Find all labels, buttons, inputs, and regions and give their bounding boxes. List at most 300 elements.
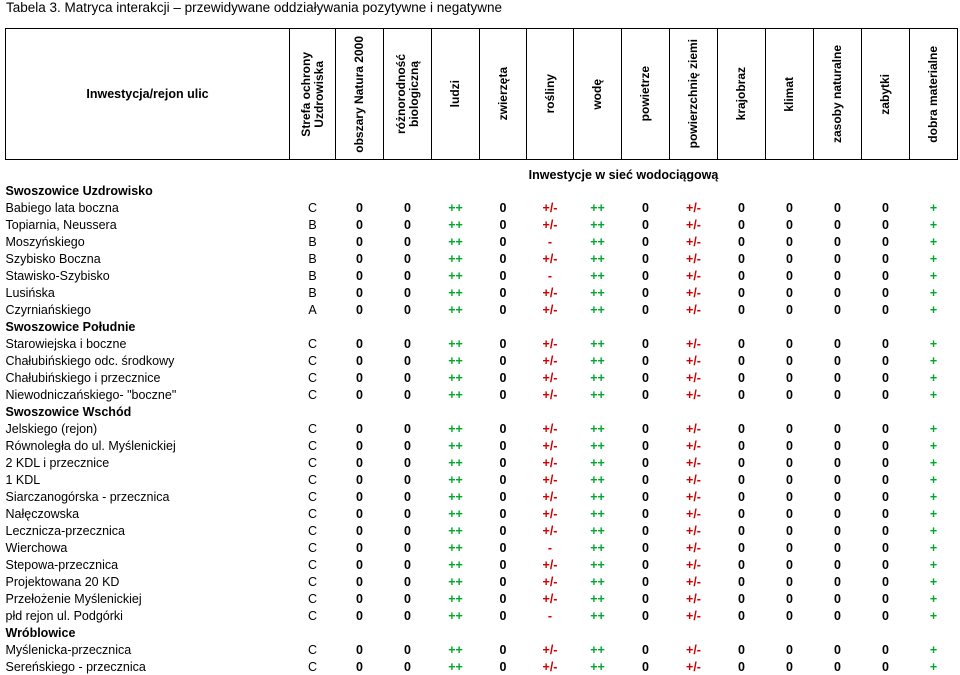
impact-cell: 0 — [499, 234, 507, 249]
impact-cell: 0 — [499, 540, 507, 555]
table-row — [6, 352, 958, 369]
impact-cell: 0 — [499, 472, 507, 487]
impact-cell: ++ — [590, 506, 605, 521]
zone-category-cell: C — [307, 370, 318, 385]
impact-cell: ++ — [448, 217, 463, 232]
zone-category-cell: C — [307, 523, 318, 538]
impact-cell: 0 — [404, 421, 411, 436]
impact-cell: +/- — [542, 251, 558, 266]
impact-cell: 0 — [738, 336, 745, 351]
impact-cell: +/- — [542, 353, 558, 368]
row-name: Niewodniczańskiego- "boczne" — [5, 387, 177, 402]
impact-cell: 0 — [642, 540, 649, 555]
impact-cell: 0 — [786, 540, 793, 555]
header-column-label: klimat — [782, 76, 796, 112]
impact-cell: 0 — [882, 370, 889, 385]
table-row — [6, 641, 958, 658]
impact-cell: +/- — [542, 642, 558, 657]
table-row — [6, 505, 958, 522]
impact-cell: 0 — [356, 217, 363, 232]
impact-cell: 0 — [882, 251, 889, 266]
impact-cell: +/- — [542, 557, 558, 572]
table-row — [6, 607, 958, 624]
zone-category-cell: C — [307, 591, 318, 606]
impact-cell: 0 — [834, 489, 841, 504]
header-column — [432, 29, 480, 160]
impact-cell: +/- — [686, 608, 701, 623]
impact-cell: ++ — [590, 421, 605, 436]
impact-cell: 0 — [404, 268, 411, 283]
impact-cell: 0 — [642, 336, 649, 351]
impact-cell: +/- — [686, 200, 701, 215]
impact-cell: 0 — [786, 557, 793, 572]
impact-cell: +/- — [686, 438, 701, 453]
impact-cell: ++ — [590, 268, 605, 283]
impact-cell: + — [929, 200, 938, 215]
impact-cell: ++ — [590, 336, 605, 351]
impact-cell: 0 — [882, 285, 889, 300]
header-column — [336, 29, 384, 160]
table-row — [6, 658, 958, 675]
impact-cell: 0 — [642, 387, 649, 402]
header-investment-region: Inwestycja/rejon ulic — [6, 29, 290, 160]
zone-category-cell: C — [307, 574, 318, 589]
table-row — [6, 216, 958, 233]
impact-cell: 0 — [642, 506, 649, 521]
impact-cell: ++ — [448, 370, 463, 385]
header-column — [480, 29, 527, 160]
impact-cell: +/- — [686, 285, 701, 300]
impact-cell: 0 — [834, 557, 841, 572]
impact-cell: ++ — [448, 387, 463, 402]
impact-cell: + — [929, 336, 938, 351]
impact-cell: 0 — [356, 387, 363, 402]
impact-cell: + — [929, 251, 938, 266]
impact-cell: 0 — [786, 285, 793, 300]
impact-cell: 0 — [404, 217, 411, 232]
impact-cell: ++ — [448, 268, 463, 283]
zone-category-cell: C — [307, 608, 318, 623]
impact-cell: 0 — [786, 523, 793, 538]
impact-cell: 0 — [834, 268, 841, 283]
impact-cell: ++ — [590, 251, 605, 266]
zone-category-cell: C — [307, 489, 318, 504]
impact-cell: ++ — [448, 659, 463, 674]
impact-cell: 0 — [786, 489, 793, 504]
impact-cell: ++ — [448, 421, 463, 436]
impact-cell: 0 — [834, 251, 841, 266]
impact-cell: 0 — [356, 608, 363, 623]
impact-cell: 0 — [404, 642, 411, 657]
impact-cell: 0 — [834, 387, 841, 402]
impact-cell: +/- — [686, 455, 701, 470]
impact-cell: - — [547, 234, 553, 249]
impact-cell: 0 — [882, 642, 889, 657]
impact-cell: 0 — [499, 455, 507, 470]
impact-cell: ++ — [590, 217, 605, 232]
impact-cell: 0 — [834, 421, 841, 436]
header-column-label: rośliny — [542, 74, 557, 114]
impact-cell: + — [929, 421, 938, 436]
impact-cell: 0 — [834, 438, 841, 453]
header-column-label: powierzchnię ziemi — [686, 39, 700, 149]
impact-cell: 0 — [738, 557, 745, 572]
impact-cell: 0 — [404, 353, 411, 368]
impact-cell: + — [929, 472, 938, 487]
impact-cell: 0 — [834, 336, 841, 351]
impact-cell: +/- — [686, 557, 701, 572]
header-column-label: zwierzęta — [495, 67, 510, 121]
impact-cell: 0 — [786, 200, 793, 215]
zone-category-cell: B — [308, 251, 317, 266]
impact-cell: 0 — [738, 234, 745, 249]
header-column — [862, 29, 910, 160]
impact-cell: +/- — [542, 574, 558, 589]
impact-cell: 0 — [834, 659, 841, 674]
impact-cell: 0 — [404, 455, 411, 470]
subheader-row — [6, 160, 958, 183]
impact-cell: +/- — [686, 591, 701, 606]
impact-cell: 0 — [499, 251, 507, 266]
table-row — [6, 539, 958, 556]
zone-category-cell: C — [307, 353, 318, 368]
impact-cell: 0 — [642, 472, 649, 487]
table-row — [6, 488, 958, 505]
impact-cell: 0 — [356, 489, 363, 504]
impact-cell: +/- — [686, 659, 701, 674]
impact-cell: 0 — [499, 217, 507, 232]
row-name: Siarczanogórska - przecznica — [5, 489, 170, 504]
impact-cell: 0 — [882, 336, 889, 351]
impact-cell: 0 — [834, 642, 841, 657]
row-name: Myślenicka-przecznica — [5, 642, 132, 657]
impact-cell: +/- — [686, 642, 701, 657]
impact-cell: 0 — [404, 489, 411, 504]
impact-cell: 0 — [882, 421, 889, 436]
table-row — [6, 369, 958, 386]
impact-cell: 0 — [834, 302, 841, 317]
impact-cell: 0 — [882, 523, 889, 538]
impact-cell: 0 — [404, 336, 411, 351]
impact-cell: 0 — [738, 251, 745, 266]
impact-cell: 0 — [404, 200, 411, 215]
header-column — [718, 29, 766, 160]
impact-cell: 0 — [499, 489, 507, 504]
impact-cell: 0 — [356, 302, 363, 317]
impact-cell: 0 — [882, 540, 889, 555]
impact-cell: 0 — [404, 251, 411, 266]
header-column-label: dobra materialne — [926, 45, 940, 143]
impact-cell: ++ — [448, 336, 463, 351]
impact-cell: 0 — [642, 591, 649, 606]
impact-cell: 0 — [738, 200, 745, 215]
impact-cell: 0 — [499, 353, 507, 368]
impact-cell: 0 — [642, 438, 649, 453]
impact-cell: ++ — [590, 387, 605, 402]
impact-cell: 0 — [642, 489, 649, 504]
impact-cell: 0 — [738, 642, 745, 657]
impact-cell: 0 — [882, 268, 889, 283]
row-name: Starowiejska i boczne — [5, 336, 127, 351]
impact-cell: 0 — [834, 455, 841, 470]
impact-cell: ++ — [590, 608, 605, 623]
impact-cell: ++ — [590, 472, 605, 487]
impact-cell: 0 — [786, 472, 793, 487]
impact-cell: 0 — [404, 591, 411, 606]
zone-category-cell: C — [307, 540, 318, 555]
impact-cell: + — [929, 438, 938, 453]
impact-cell: 0 — [738, 455, 745, 470]
impact-cell: + — [929, 489, 938, 504]
impact-cell: 0 — [642, 285, 649, 300]
impact-cell: +/- — [542, 591, 558, 606]
section-title: Wróblowice — [5, 625, 76, 640]
row-name: Lecznicza-przecznica — [5, 523, 125, 538]
impact-cell: +/- — [686, 387, 701, 402]
impact-cell: 0 — [882, 557, 889, 572]
impact-cell: + — [929, 574, 938, 589]
table-row — [6, 335, 958, 352]
impact-cell: 0 — [642, 659, 649, 674]
impact-cell: 0 — [356, 234, 363, 249]
zone-category-cell: B — [308, 285, 317, 300]
impact-cell: 0 — [738, 387, 745, 402]
impact-cell: 0 — [738, 472, 745, 487]
impact-cell: +/- — [542, 489, 558, 504]
impact-cell: +/- — [686, 540, 701, 555]
zone-category-cell: B — [308, 217, 317, 232]
header-column-label: obszary Natura 2000 — [352, 35, 366, 153]
impact-cell: 0 — [356, 285, 363, 300]
row-name: Projektowana 20 KD — [5, 574, 120, 589]
impact-cell: 0 — [738, 285, 745, 300]
impact-cell: ++ — [448, 557, 463, 572]
header-column — [814, 29, 862, 160]
impact-cell: ++ — [448, 251, 463, 266]
table-row — [6, 301, 958, 318]
impact-cell: ++ — [590, 455, 605, 470]
impact-cell: 0 — [786, 268, 793, 283]
header-column-label: różnorodność biologiczną — [393, 54, 421, 134]
section-row — [6, 182, 958, 199]
table-row — [6, 522, 958, 539]
impact-cell: +/- — [686, 506, 701, 521]
impact-cell: 0 — [499, 200, 507, 215]
header-column — [670, 29, 718, 160]
table-row — [6, 454, 958, 471]
impact-cell: 0 — [642, 370, 649, 385]
impact-cell: + — [929, 217, 938, 232]
impact-cell: 0 — [786, 642, 793, 657]
impact-cell: + — [929, 591, 938, 606]
table-row — [6, 556, 958, 573]
impact-cell: 0 — [404, 387, 411, 402]
impact-cell: ++ — [448, 506, 463, 521]
impact-cell: +/- — [686, 523, 701, 538]
impact-cell: 0 — [834, 540, 841, 555]
impact-cell: 0 — [356, 523, 363, 538]
impact-cell: 0 — [356, 251, 363, 266]
row-name: Moszyńskiego — [5, 234, 85, 249]
impact-cell: +/- — [686, 421, 701, 436]
header-row — [6, 29, 958, 160]
impact-cell: 0 — [834, 285, 841, 300]
impact-cell: 0 — [499, 659, 507, 674]
zone-category-cell: B — [308, 268, 317, 283]
impact-cell: 0 — [882, 574, 889, 589]
impact-cell: 0 — [499, 642, 507, 657]
impact-cell: 0 — [499, 557, 507, 572]
impact-cell: ++ — [448, 523, 463, 538]
impact-cell: ++ — [448, 353, 463, 368]
impact-cell: 0 — [786, 608, 793, 623]
impact-cell: +/- — [686, 234, 701, 249]
impact-cell: 0 — [642, 455, 649, 470]
impact-cell: ++ — [448, 302, 463, 317]
impact-cell: + — [929, 455, 938, 470]
table-row — [6, 437, 958, 454]
zone-category-cell: C — [307, 438, 318, 453]
impact-cell: 0 — [738, 268, 745, 283]
impact-cell: 0 — [642, 557, 649, 572]
impact-cell: ++ — [448, 574, 463, 589]
impact-cell: 0 — [404, 557, 411, 572]
row-name: Stepowa-przecznica — [5, 557, 119, 572]
impact-cell: 0 — [834, 523, 841, 538]
row-name: 1 KDL — [5, 472, 41, 487]
header-column-label: wodę — [590, 78, 604, 110]
impact-cell: 0 — [356, 659, 363, 674]
row-name: Lusińska — [5, 285, 55, 300]
impact-cell: 0 — [834, 234, 841, 249]
impact-cell: ++ — [448, 472, 463, 487]
impact-cell: 0 — [786, 438, 793, 453]
impact-cell: ++ — [590, 642, 605, 657]
row-name: płd rejon ul. Podgórki — [5, 608, 123, 623]
impact-cell: 0 — [642, 523, 649, 538]
zone-category-cell: C — [307, 472, 318, 487]
zone-category-cell: B — [308, 234, 317, 249]
impact-cell: 0 — [356, 591, 363, 606]
impact-cell: 0 — [786, 302, 793, 317]
impact-cell: ++ — [590, 659, 605, 674]
impact-cell: - — [547, 608, 553, 623]
row-name: Babiego lata boczna — [5, 200, 119, 215]
impact-cell: +/- — [686, 472, 701, 487]
impact-cell: ++ — [448, 234, 463, 249]
impact-cell: ++ — [590, 370, 605, 385]
impact-cell: 0 — [499, 438, 507, 453]
subheader-water-network: Inwestycje w sieć wodociągową — [528, 168, 719, 182]
impact-cell: 0 — [786, 336, 793, 351]
impact-cell: 0 — [738, 574, 745, 589]
zone-category-cell: C — [307, 506, 318, 521]
row-name: Chałubińskiego odc. środkowy — [5, 353, 175, 368]
impact-cell: 0 — [499, 285, 507, 300]
header-column-label: powietrze — [638, 66, 652, 122]
impact-cell: +/- — [686, 268, 701, 283]
impact-cell: 0 — [404, 523, 411, 538]
impact-cell: 0 — [642, 642, 649, 657]
impact-cell: 0 — [882, 200, 889, 215]
row-name: Stawisko-Szybisko — [5, 268, 110, 283]
impact-cell: ++ — [590, 438, 605, 453]
row-name: Nałęczowska — [5, 506, 80, 521]
row-name: Szybisko Boczna — [5, 251, 101, 266]
impact-cell: 0 — [642, 234, 649, 249]
impact-cell: 0 — [356, 557, 363, 572]
impact-cell: ++ — [448, 438, 463, 453]
impact-cell: +/- — [686, 251, 701, 266]
impact-cell: ++ — [448, 608, 463, 623]
table-row — [6, 420, 958, 437]
impact-cell: 0 — [882, 608, 889, 623]
table-row — [6, 471, 958, 488]
impact-cell: 0 — [786, 234, 793, 249]
impact-cell: +/- — [542, 200, 558, 215]
impact-cell: ++ — [590, 540, 605, 555]
impact-cell: +/- — [686, 353, 701, 368]
interaction-matrix-table — [5, 28, 958, 675]
impact-cell: 0 — [642, 608, 649, 623]
impact-cell: 0 — [738, 438, 745, 453]
impact-cell: +/- — [686, 574, 701, 589]
impact-cell: 0 — [882, 591, 889, 606]
impact-cell: 0 — [786, 574, 793, 589]
impact-cell: ++ — [590, 353, 605, 368]
impact-cell: 0 — [882, 217, 889, 232]
impact-cell: +/- — [542, 421, 558, 436]
header-column-label: zasoby naturalne — [830, 44, 844, 144]
impact-cell: 0 — [404, 370, 411, 385]
impact-cell: 0 — [882, 438, 889, 453]
impact-cell: +/- — [542, 438, 558, 453]
impact-cell: 0 — [738, 608, 745, 623]
impact-cell: ++ — [448, 540, 463, 555]
row-name: Wierchowa — [5, 540, 68, 555]
impact-cell: + — [929, 370, 938, 385]
impact-cell: 0 — [882, 387, 889, 402]
impact-cell: +/- — [542, 455, 558, 470]
impact-cell: +/- — [542, 387, 558, 402]
row-name: Czyrniańskiego — [5, 302, 91, 317]
impact-cell: +/- — [542, 302, 558, 317]
table-row — [6, 590, 958, 607]
impact-cell: 0 — [882, 302, 889, 317]
impact-cell: ++ — [590, 574, 605, 589]
impact-cell: ++ — [448, 285, 463, 300]
section-row — [6, 318, 958, 335]
header-column-label: ludzi — [448, 80, 462, 108]
impact-cell: + — [929, 387, 938, 402]
impact-cell: + — [929, 523, 938, 538]
zone-category-cell: C — [307, 421, 318, 436]
impact-cell: 0 — [882, 659, 889, 674]
header-column-label: krajobraz — [734, 67, 748, 121]
impact-cell: 0 — [834, 472, 841, 487]
table-row — [6, 573, 958, 590]
impact-cell: 0 — [834, 353, 841, 368]
impact-cell: 0 — [834, 370, 841, 385]
impact-cell: + — [929, 608, 938, 623]
impact-cell: 0 — [499, 506, 507, 521]
impact-cell: ++ — [590, 200, 605, 215]
impact-cell: 0 — [738, 540, 745, 555]
impact-cell: - — [547, 268, 553, 283]
impact-cell: 0 — [882, 472, 889, 487]
impact-cell: 0 — [834, 200, 841, 215]
header-column — [574, 29, 622, 160]
